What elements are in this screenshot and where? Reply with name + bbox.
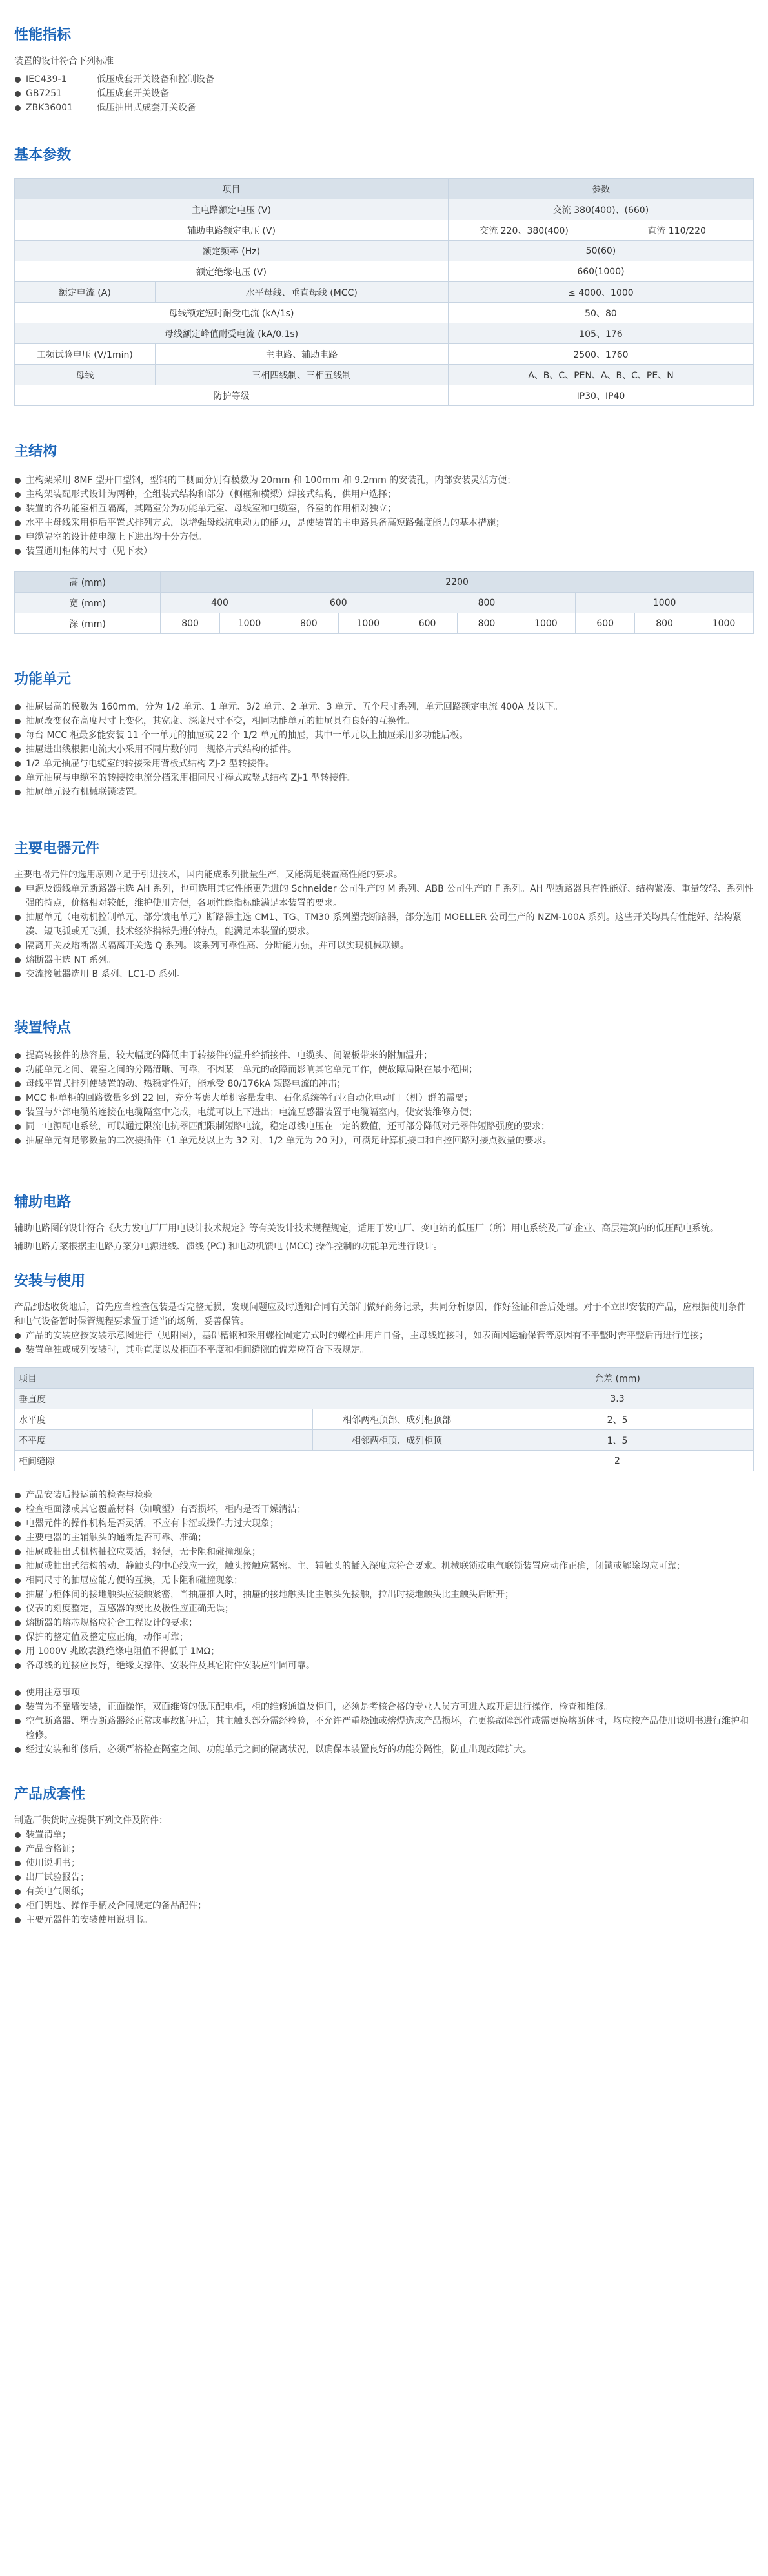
table-row: 母线 三相四线制、三相五线制 A、B、C、PEN、A、B、C、PE、N (15, 365, 754, 385)
list-item: 使用说明书； (14, 1856, 754, 1870)
list-item: 保护的整定值及整定应正确，动作可靠； (14, 1630, 754, 1644)
table-row: 不平度 相邻两柜顶、成列柜顶 1、5 (15, 1430, 754, 1451)
completeness-title: 产品成套性 (14, 1786, 86, 1803)
table-row: 额定绝缘电压 (V) 660(1000) (15, 261, 754, 282)
aux-section (14, 1148, 754, 1254)
table-row: 额定频率 (Hz) 50(60) (15, 241, 754, 261)
components-intro: 主要电器元件的选用原则立足于引进技术，国内能成系列批量生产，又能满足装置高性能的要求。 (14, 870, 403, 880)
structure-list (14, 473, 754, 558)
list-item: 装置清单； (14, 1828, 754, 1842)
structure-title: 主结构 (14, 444, 57, 460)
list-item: 主构架采用 8MF 型开口型钢，型钢的二侧面分别有模数为 20mm 和 100mm 和 9.2mm 的安装孔，内部安装灵活方便； (14, 473, 754, 487)
list-item: 经过安装和维修后，必须严格检查隔室之间、功能单元之间的隔离状况，以确保本装置良好的功能分隔性，防止出现故障扩大。 (14, 1743, 754, 1757)
list-item: 水平主母线采用柜后平置式排列方式，以增强母线抗电动力的能力，是使装置的主电路具备高短路强度能力的基本措施； (14, 516, 754, 530)
basic-title: 基本参数 (14, 147, 72, 163)
completeness-list (14, 1828, 754, 1927)
list-item: 熔断器主选 NT 系列。 (14, 953, 754, 967)
list-item: 检查柜面漆或其它覆盖材料（如喷塑）有否损坏，柜内是否干燥清洁； (14, 1502, 754, 1517)
table-row: 水平度 相邻两柜顶部、成列柜顶部 2、5 (15, 1409, 754, 1430)
list-item: 抽屉与柜体间的接地触头应接触紧密，当抽屉推入时，抽屉的接地触头比主触头先接触，拉出时接地触头比主触头后断开； (14, 1588, 754, 1602)
table-row: 工频试验电压 (V/1min) 主电路、辅助电路 2500、1760 (15, 344, 754, 365)
list-item: 空气断路器、塑壳断路器经正常或事故断开后，其主触头部分需经检验，不允许严重烧蚀或熔焊造成产品损坏，在更换故障部件或需更换熔断体时，均应按产品使用说明书进行维护和检修。 (14, 1714, 754, 1743)
table-row: 项目 允差 (mm) (15, 1368, 754, 1389)
checks-list (14, 1502, 754, 1673)
basic-params-table (14, 178, 754, 406)
list-item: 同一电源配电系统，可以通过限流电抗器匹配限制短路电流，稳定母线电压在一定的数值，还可部分降低对元器件短路强度的要求； (14, 1119, 754, 1134)
list-item: 交流接触器选用 B 系列、LC1-D 系列。 (14, 967, 754, 981)
list-item: 装置为不靠墙安装，正面操作，双面维修的低压配电柜，柜的维修通道及柜门，必须是考核合格的专业人员方可进入或开启进行操作、检查和维修。 (14, 1700, 754, 1714)
list-item: 主构架装配形式设计为两种，全组装式结构和部分（侧框和横梁）焊接式结构，供用户选择； (14, 487, 754, 502)
list-item: 母线平置式排列使装置的动、热稳定性好，能承受 80/176kA 短路电流的冲击； (14, 1077, 754, 1091)
table-row: 垂直度 3.3 (15, 1389, 754, 1409)
list-item: 用 1000V 兆欧表测绝缘电阻值不得低于 1MΩ； (14, 1644, 754, 1659)
list-item: 抽屉单元设有机械联锁装置。 (14, 785, 754, 799)
install-section (14, 1254, 754, 1757)
features-list (14, 1048, 754, 1148)
list-item: 仪表的刻度整定，互感器的变比及极性应正确无误； (14, 1602, 754, 1616)
list-item: 装置单独或成列安装时，其垂直度以及柜面不平度和柜间缝隙的偏差应符合下表规定。 (14, 1343, 754, 1357)
list-item: 隔离开关及熔断器式隔离开关选 Q 系列。该系列可靠性高、分断能力强，并可以实现机械联锁。 (14, 939, 754, 953)
list-item: 柜门钥匙、操作手柄及合同规定的备品配件； (14, 1899, 754, 1913)
units-section (14, 634, 754, 799)
list-item: 相同尺寸的抽屉应能方便的互换，无卡阻和碰撞现象； (14, 1573, 754, 1588)
units-list (14, 700, 754, 799)
install-title: 安装与使用 (14, 1273, 86, 1289)
list-item: 单元抽屉与电缆室的转接按电流分档采用相同尺寸棒式或竖式结构 ZJ-1 型转接件。 (14, 771, 754, 785)
list-item: 有关电气图纸； (14, 1885, 754, 1899)
list-item: 电器元件的操作机构是否灵活，不应有卡涩或操作力过大现象； (14, 1517, 754, 1531)
standard-item: GB7251 低压成套开关设备 (14, 87, 754, 101)
aux-paragraph: 辅助电路图的设计符合《火力发电厂厂用电设计技术规定》等有关设计技术规程规定，适用于发电厂、变电站的低压厂（所）用电系统及厂矿企业、高层建筑内的低压配电系统。 (14, 1223, 719, 1234)
list-item: 每台 MCC 柜最多能安装 11 个一单元的抽屉或 22 个 1/2 单元的抽屉，其中一单元以上抽屉采用多功能后板。 (14, 728, 754, 742)
basic-section (14, 115, 754, 406)
list-item: 装置的各功能室相互隔离，其隔室分为功能单元室、母线室和电缆室，各室的作用相对独立； (14, 502, 754, 516)
list-item: 抽屉单元（电动机控制单元、部分馈电单元）断路器主选 CM1、TG、TM30 系列塑壳断路器，部分选用 MOELLER 公司生产的 NZM-100A 系列。这些开关均具有性能好、结构紧凑、短飞弧或无飞弧，技术经济指标先进的特点，能满足本装置的要求。 (14, 910, 754, 939)
standard-item: ZBK36001 低压抽出式成套开关设备 (14, 101, 754, 115)
performance-intro: 装置的设计符合下列标准 (14, 56, 114, 66)
list-item: 主要电器的主辅触头的通断是否可靠、准确； (14, 1531, 754, 1545)
list-item: 装置通用柜体的尺寸（见下表） (14, 544, 754, 558)
list-item: 各母线的连接应良好，绝缘支撑件、安装件及其它附件安装应牢固可靠。 (14, 1659, 754, 1673)
dimensions-table (14, 571, 754, 634)
use-title-list (14, 1686, 754, 1700)
tolerance-table (14, 1367, 754, 1471)
completeness-intro: 制造厂供货时应提供下列文件及附件： (14, 1815, 168, 1826)
install-intro: 产品到达收货地后，首先应当检查包装是否完整无损，发现问题应及时通知合同有关部门做好商务记录，共同分析原因，作好签证和善后处理。对于不立即安装的产品，应根据使用条件和电气设备暂时保管规程要求置于适当的场所，妥善保管。 (14, 1302, 746, 1327)
table-row: 深 (mm) 800 1000 800 1000 600 800 1000 600 800 1000 (15, 613, 754, 634)
table-row: 防护等级 IP30、IP40 (15, 385, 754, 406)
list-item: 主要元器件的安装使用说明书。 (14, 1913, 754, 1927)
standards-list (14, 72, 754, 115)
list-item: 抽屉改变仅在高度尺寸上变化，其宽度、深度尺寸不变，相同功能单元的抽屉具有良好的互换性。 (14, 714, 754, 728)
install-list (14, 1329, 754, 1357)
components-section (14, 799, 754, 981)
list-item: 抽屉进出线根据电流大小采用不同片数的同一规格片式结构的插件。 (14, 742, 754, 757)
table-row: 宽 (mm) 400 600 800 1000 (15, 593, 754, 613)
table-header: 参数 (448, 179, 753, 199)
components-title: 主要电器元件 (14, 841, 100, 857)
units-title: 功能单元 (14, 671, 72, 688)
uses-list (14, 1700, 754, 1757)
components-list (14, 882, 754, 981)
list-item: 熔断器的熔芯规格应符合工程设计的要求； (14, 1616, 754, 1630)
aux-title: 辅助电路 (14, 1194, 72, 1211)
table-row: 母线额定峰值耐受电流 (kA/0.1s) 105、176 (15, 323, 754, 344)
features-section (14, 981, 754, 1148)
list-item: 电缆隔室的设计使电缆上下进出均十分方便。 (14, 530, 754, 544)
table-row: 母线额定短时耐受电流 (kA/1s) 50、80 (15, 303, 754, 323)
list-item: MCC 柜单柜的回路数量多到 22 回，充分考虑大单机容量发电、石化系统等行业自动化电动门（机）群的需要； (14, 1091, 754, 1105)
performance-title: 性能指标 (14, 27, 72, 43)
table-row: 主电路额定电压 (V) 交流 380(400)、(660) (15, 199, 754, 220)
list-item: 抽屉或抽出式结构的动、静触头的中心线应一致，触头接触应紧密。主、辅触头的插入深度应符合要求。机械联锁或电气联锁装置应动作正确，闭锁或解除均应可靠； (14, 1559, 754, 1573)
structure-section (14, 406, 754, 634)
use-title: 使用注意事项 (14, 1686, 754, 1700)
list-item: 抽屉层高的模数为 160mm，分为 1/2 单元、1 单元、3/2 单元、2 单元、3 单元、五个尺寸系列，单元回路额定电流 400A 及以下。 (14, 700, 754, 714)
list-item: 抽屉或抽出式机构抽拉应灵活，轻便，无卡阻和碰撞现象； (14, 1545, 754, 1559)
table-row: 辅助电路额定电压 (V) 交流 220、380(400) 直流 110/220 (15, 220, 754, 241)
check-title: 产品安装后投运前的检查与检验 (14, 1488, 754, 1502)
list-item: 产品合格证； (14, 1842, 754, 1856)
table-row: 柜间缝隙 2 (15, 1451, 754, 1471)
list-item: 1/2 单元抽屉与电缆室的转接采用背板式结构 ZJ-2 型转接件。 (14, 757, 754, 771)
table-header: 项目 (15, 179, 449, 199)
completeness-section (14, 1757, 754, 1927)
performance-section (14, 0, 754, 115)
standard-item: IEC439-1 低压成套开关设备和控制设备 (14, 72, 754, 87)
aux-paragraph: 辅助电路方案根据主电路方案分电源进线、馈线 (PC) 和电动机馈电 (MCC) 操作控制的功能单元进行设计。 (14, 1242, 443, 1252)
list-item: 功能单元之间、隔室之间的分隔清晰、可靠，不因某一单元的故障而影响其它单元工作，使故障局限在最小范围； (14, 1063, 754, 1077)
check-title-list (14, 1488, 754, 1502)
list-item: 产品的安装应按安装示意图进行（见附图），基础槽钢和采用螺栓固定方式时的螺栓由用户自备，主母线连接时，如表面因运输保管等原因有不平整时需平整后再进行连接； (14, 1329, 754, 1343)
list-item: 电源及馈线单元断路器主选 AH 系列，也可选用其它性能更先进的 Schneider 公司生产的 M 系列、ABB 公司生产的 F 系列。AH 型断路器具有性能好、结构紧凑、重量较轻、系列性强的特点，价格相对较低，维护使用方便，各项性能指标能满足本装置的要求。 (14, 882, 754, 910)
list-item: 出厂试验报告； (14, 1870, 754, 1885)
features-title: 装置特点 (14, 1020, 72, 1036)
list-item: 抽屉单元有足够数量的二次接插件（1 单元及以上为 32 对，1/2 单元为 20 对），可满足计算机接口和自控回路对接点数量的要求。 (14, 1134, 754, 1148)
list-item: 装置与外部电缆的连接在电缆隔室中完成，电缆可以上下进出；电流互感器装置于电缆隔室内，使安装维修方便； (14, 1105, 754, 1119)
list-item: 提高转接件的热容量，较大幅度的降低由于转接件的温升给插接件、电缆头、间隔板带来的附加温升； (14, 1048, 754, 1063)
table-row: 高 (mm) 2200 (15, 572, 754, 593)
table-row: 额定电流 (A) 水平母线、垂直母线 (MCC) ≤ 4000、1000 (15, 282, 754, 303)
